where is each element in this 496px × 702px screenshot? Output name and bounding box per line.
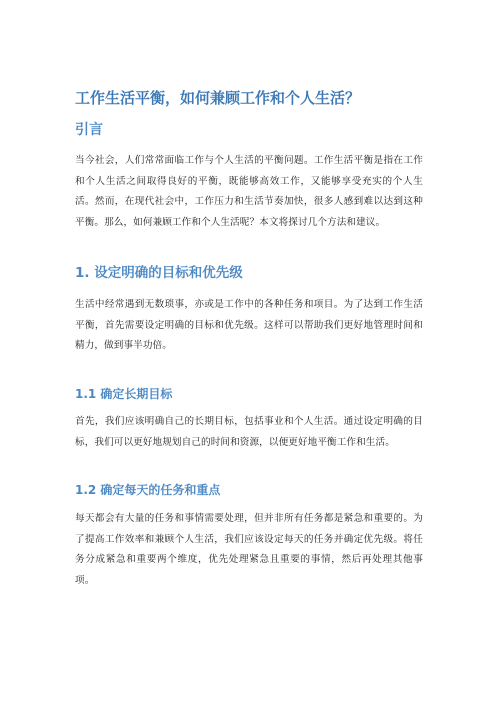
section-1-2-paragraph: 每天都会有大量的任务和事情需要处理，但并非所有任务都是紧急和重要的。为了提高工作效率和兼顾个人生活，我们应该设定每天的任务并确定优先级。将任务分成紧急和重要两个维度，优先处理紧急且重要的事情，然后再处理其他事项。 (75, 513, 423, 586)
section-1-heading: 1. 设定明确的目标和优先级 (75, 265, 243, 281)
intro-heading: 引言 (75, 122, 103, 138)
section-1-1-paragraph: 首先，我们应该明确自己的长期目标，包括事业和个人生活。通过设定明确的目标，我们可以更好地规划自己的时间和资源，以便更好地平衡工作和生活。 (75, 416, 423, 448)
intro-paragraph: 当今社会，人们常常面临工作与个人生活的平衡问题。工作生活平衡是指在工作和个人生活之间取得良好的平衡，既能够高效工作，又能够享受充实的个人生活。然而，在现代社会中，工作压力和生活节奏加快，很多人感到难以达到这种平衡。那么，如何兼顾工作和个人生活呢？本文将探讨几个方法和建议。 (75, 155, 423, 228)
section-1-2-heading: 1.2 确定每天的任务和重点 (75, 483, 221, 497)
section-1-1-heading: 1.1 确定长期目标 (75, 387, 173, 401)
document-title: 工作生活平衡，如何兼顾工作和个人生活？ (75, 89, 361, 107)
section-1-paragraph: 生活中经常遇到无数琐事，亦或是工作中的各种任务和项目。为了达到工作生活平衡，首先需要设定明确的目标和优先级。这样可以帮助我们更好地管理时间和精力，做到事半功倍。 (75, 299, 423, 351)
